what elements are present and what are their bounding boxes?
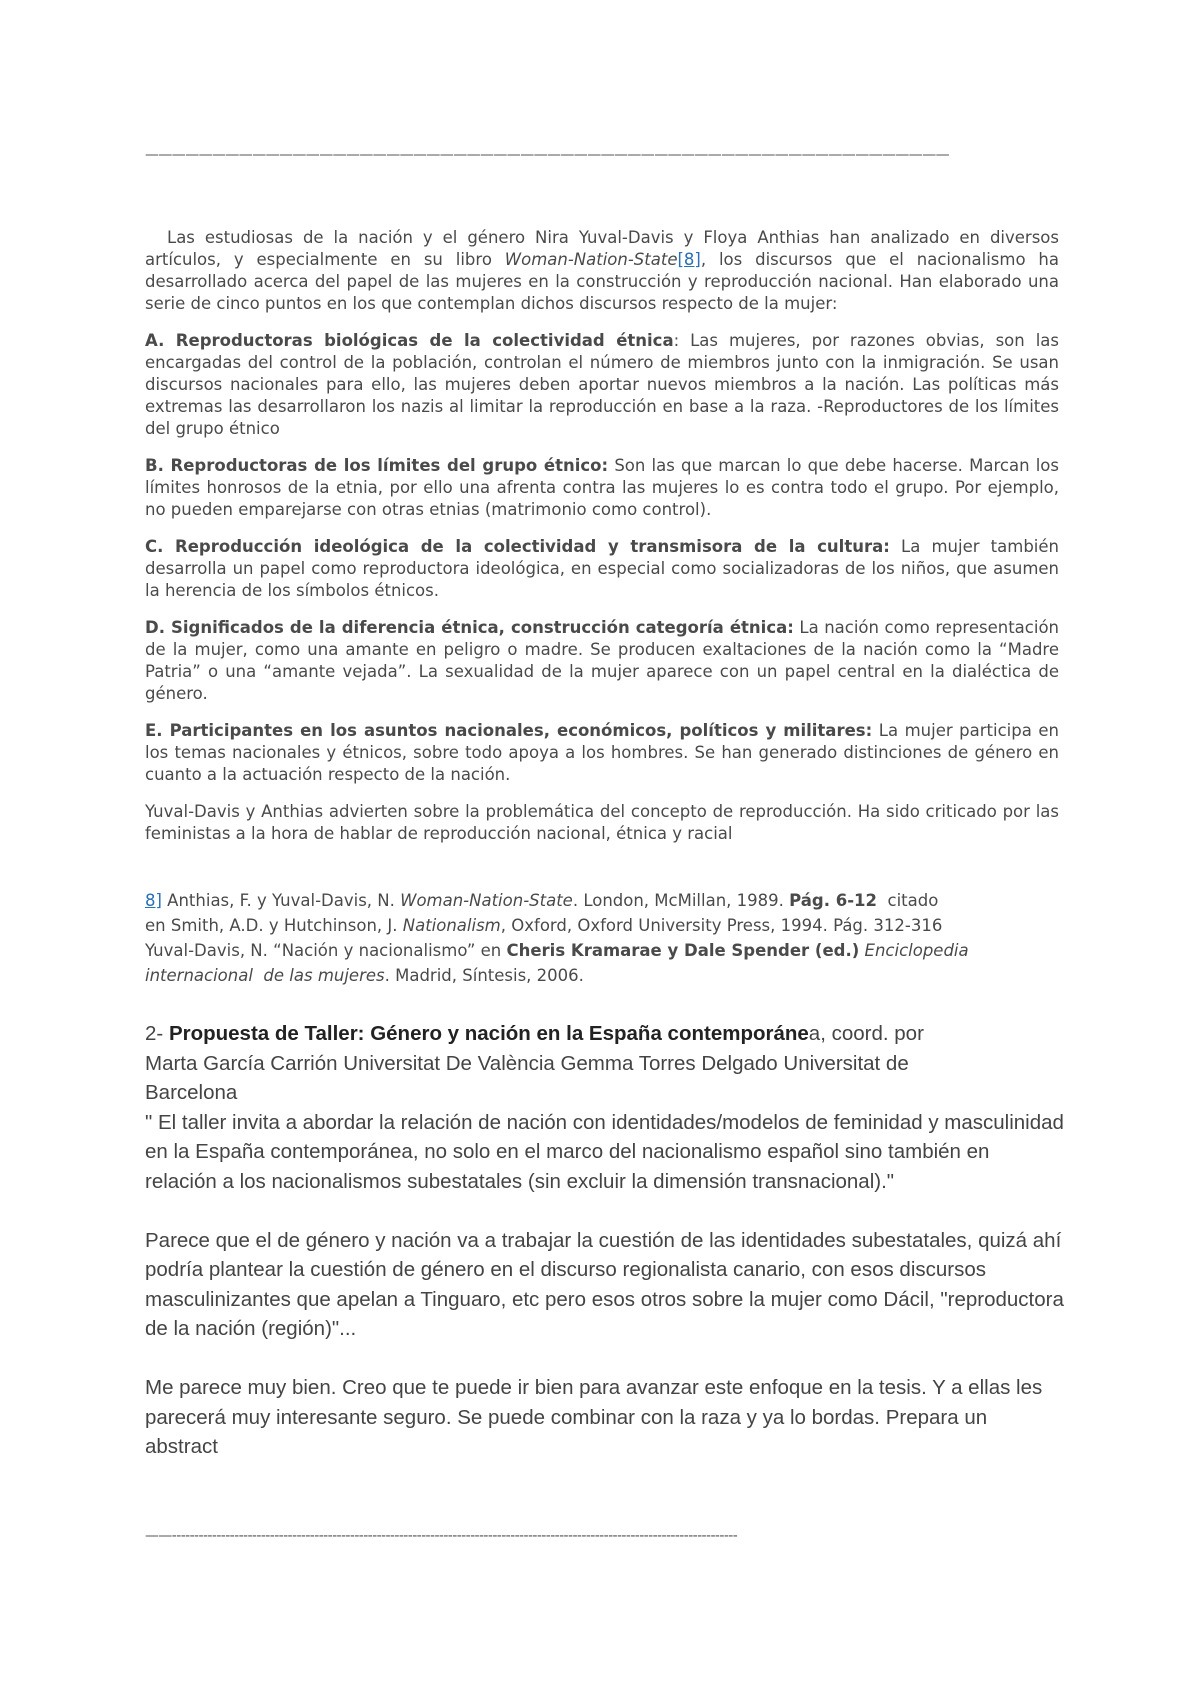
reference-text: Anthias, F. y Yuval-Davis, N.: [161, 891, 401, 910]
reference-text: . London, McMillan, 1989.: [572, 891, 790, 910]
proposal-title-tail: a, coord. por: [808, 1022, 924, 1045]
closing-paragraph: Yuval-Davis y Anthias advierten sobre la problemática del concepto de reproducción. Ha sido criticado por las feministas a la hora de hablar de reproducción nacional, étnica y racial: [145, 802, 1059, 843]
author-comment: Parece que el de género y nación va a trabajar la cuestión de las identidades subestatales, quizá ahí podría plantear la cuestión de género en el discurso regionalista canario, con esos discursos masculinizantes que apelan a Tinguaro, etc pero esos otros sobre la mujer como Dácil, "reproductora de la nación (región)"...: [145, 1228, 1064, 1340]
reference-title: Enciclopedia: [864, 941, 969, 960]
book-title: Woman-Nation-State: [504, 250, 678, 269]
proposal-coordinators-cont: Barcelona: [145, 1081, 238, 1104]
spacer: [145, 1196, 1065, 1226]
reference-title: internacional de las mujeres: [145, 966, 385, 985]
point-heading: D. Significados de la diferencia étnica, construcción categoría étnica:: [145, 618, 794, 637]
point-text: La mujer participa en los temas nacionales y étnicos, sobre todo apoya a los hombres. Se han generado distinciones de género en cuanto a la actuación respecto de la nación.: [145, 721, 1060, 784]
point-heading: B. Reproductoras de los límites del grupo étnico:: [145, 456, 609, 475]
point-heading: E. Participantes en los asuntos nacionales, económicos, políticos y militares:: [145, 721, 873, 740]
reference-editors: Cheris Kramarae y Dale Spender (ed.): [506, 941, 860, 960]
point-text: : Las mujeres, por razones obvias, son las encargadas del control de la población, controlan el número de miembros junto con la inmigración. Se usan discursos nacionales para ello, las mujeres deben aportar nuevos miembros a la nación. Las políticas más extremas las desarrollaron los nazis al limitar la reproducción en base a la raza. -Reproductores de los límites del grupo étnico: [145, 331, 1059, 438]
footnote-link[interactable]: [8]: [677, 250, 701, 269]
references: [145, 888, 1075, 988]
reference-text: , Oxford, Oxford University Press, 1994. Pág. 312-316: [500, 916, 943, 935]
essay-block: [145, 227, 1059, 860]
point-heading: C. Reproducción ideológica de la colectividad y transmisora de la cultura:: [145, 537, 890, 556]
proposal-quote: " El taller invita a abordar la relación de nación con identidades/modelos de feminidad y masculinidad en la España contemporánea, no solo en el marco del nacionalismo español sino también en relación a los nacionalismos subestatales (sin excluir la dimensión transnacional).": [145, 1110, 1064, 1193]
point-a: [145, 330, 1059, 440]
footnote-backlink[interactable]: 8]: [145, 891, 162, 910]
point-e: [145, 720, 1059, 786]
intro-text-after: , los discursos que el nacionalismo ha desarrollado acerca del papel de las mujeres en la construcción y reproducción nacional. Han elaborado una serie de cinco puntos en los que contemplan dichos discursos respecto de la mujer:: [145, 250, 1059, 313]
bottom-divider: ——-------------------------------------------------------------------------------------------------------------------------------: [145, 1528, 738, 1544]
reference-text: . Madrid, Síntesis, 2006.: [384, 966, 584, 985]
reference-pages: Pág. 6-12: [789, 891, 878, 910]
point-c: [145, 536, 1059, 602]
point-b: [145, 455, 1059, 521]
intro-paragraph: [145, 227, 1059, 315]
proposal-title: Propuesta de Taller: Género y nación en la España contemporáne: [168, 1022, 809, 1045]
point-d: [145, 617, 1059, 705]
supervisor-reply: Me parece muy bien. Creo que te puede ir bien para avanzar este enfoque en la tesis. Y a ellas les parecerá muy interesante seguro. Se puede combinar con la raza y ya lo bordas. Prepara un abstract: [145, 1376, 1043, 1458]
reference-text: citado: [877, 891, 939, 910]
point-text: La nación como representación de la mujer, como una amante en peligro o madre. Se producen exaltaciones de la nación como la “Madre Patria” o una “amante vejada”. La sexualidad de la mujer aparece con un papel central en la dialéctica de género.: [145, 618, 1059, 703]
point-text: Son las que marcan lo que debe hacerse. Marcan los límites honrosos de la etnia, por ello una afrenta contra las mujeres lo es contra todo el grupo. Por ejemplo, no pueden emparejarse con otras etnias (matrimonio como control).: [145, 456, 1059, 519]
proposal-heading: [145, 1019, 1065, 1049]
reference-title: Nationalism: [402, 916, 501, 935]
reference-line: [145, 963, 1075, 988]
reference-line: [145, 913, 1075, 938]
reference-text: en Smith, A.D. y Hutchinson, J.: [145, 916, 403, 935]
proposal-coordinators: Marta García Carrión Universitat De València Gemma Torres Delgado Universitat de: [145, 1051, 909, 1075]
reference-title: Woman-Nation-State: [400, 891, 573, 910]
proposal-number: 2-: [145, 1022, 169, 1045]
reference-line: [145, 888, 1075, 913]
point-text: La mujer también desarrolla un papel como reproductora ideológica, en especial como socializadoras de los niños, que asumen la herencia de los símbolos étnicos.: [145, 537, 1059, 600]
point-heading: A. Reproductoras biológicas de la colectividad étnica: [145, 331, 674, 350]
intro-text: Las estudiosas de la nación y el género Nira Yuval-Davis y Floya Anthias han analizado en diversos artículos, y especialmente en su libro: [145, 228, 1059, 269]
top-divider: ————————————————————————————————————————————————————————————: [145, 147, 950, 163]
reference-text: Yuval-Davis, N. “Nación y nacionalismo” en: [145, 941, 507, 960]
spacer: [145, 1344, 1065, 1374]
proposal-section: [145, 1019, 1065, 1462]
reference-line: [145, 938, 1075, 963]
